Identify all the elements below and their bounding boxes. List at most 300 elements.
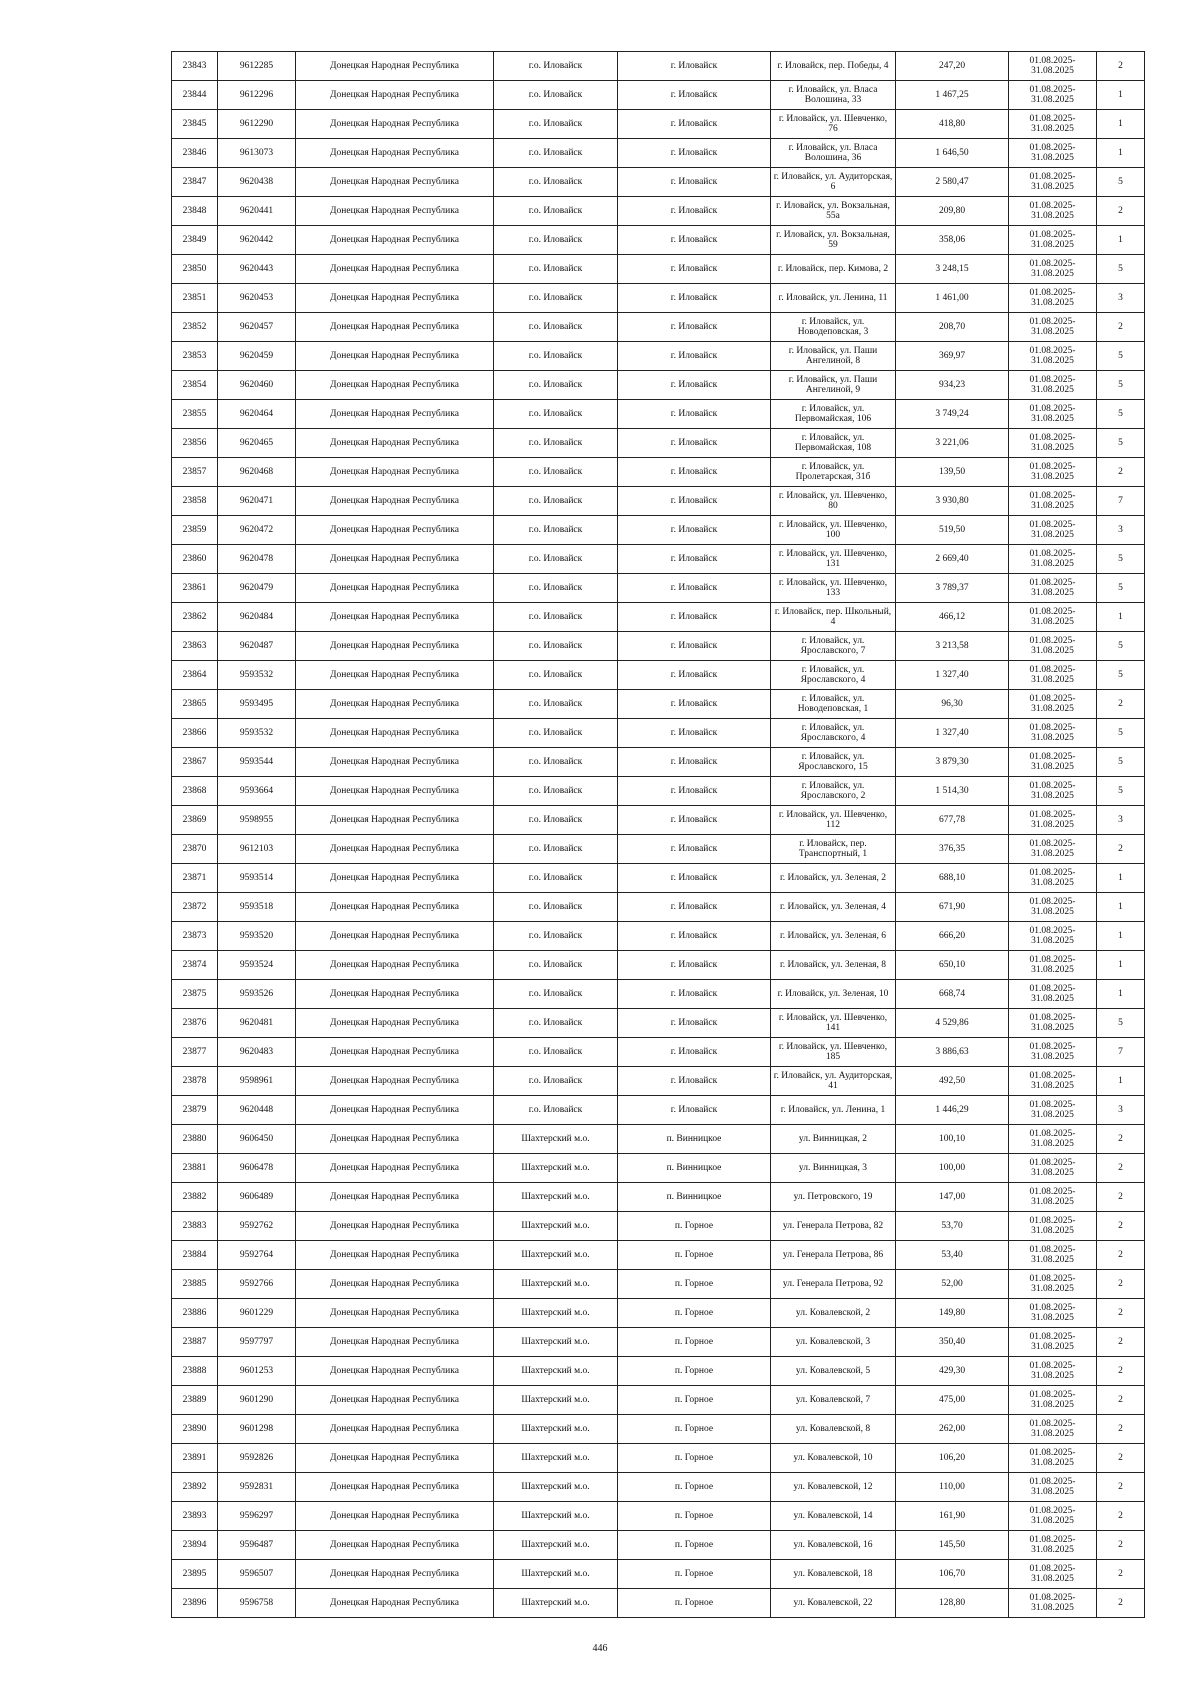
cell-period: 01.08.2025-31.08.2025 [1009, 197, 1097, 226]
cell-area: 100,10 [896, 1125, 1009, 1154]
cell-region: Донецкая Народная Республика [296, 661, 494, 690]
cell-address: г. Иловайск, пер. Школьный, 4 [771, 603, 896, 632]
cell-row-number: 23879 [172, 1096, 218, 1125]
cell-address: ул. Ковалевской, 16 [771, 1531, 896, 1560]
table-row [172, 1473, 1145, 1502]
cell-region: Донецкая Народная Республика [296, 1299, 494, 1328]
cell-period: 01.08.2025-31.08.2025 [1009, 255, 1097, 284]
cell-region: Донецкая Народная Республика [296, 255, 494, 284]
cell-object-id: 9593524 [218, 951, 296, 980]
cell-area: 247,20 [896, 52, 1009, 81]
cell-settlement: п. Горное [618, 1502, 771, 1531]
cell-object-id: 9613073 [218, 139, 296, 168]
cell-count: 2 [1097, 1357, 1145, 1386]
cell-object-id: 9620459 [218, 342, 296, 371]
cell-settlement: г. Иловайск [618, 1067, 771, 1096]
table-row [172, 1531, 1145, 1560]
table-row [172, 197, 1145, 226]
cell-period: 01.08.2025-31.08.2025 [1009, 603, 1097, 632]
cell-count: 1 [1097, 951, 1145, 980]
cell-region: Донецкая Народная Республика [296, 1531, 494, 1560]
cell-region: Донецкая Народная Республика [296, 603, 494, 632]
cell-object-id: 9596758 [218, 1589, 296, 1618]
cell-count: 5 [1097, 1009, 1145, 1038]
cell-row-number: 23848 [172, 197, 218, 226]
cell-municipality: Шахтерский м.о. [494, 1154, 618, 1183]
cell-region: Донецкая Народная Республика [296, 545, 494, 574]
table-row [172, 1154, 1145, 1183]
cell-row-number: 23843 [172, 52, 218, 81]
cell-region: Донецкая Народная Республика [296, 1386, 494, 1415]
cell-settlement: г. Иловайск [618, 284, 771, 313]
cell-settlement: п. Горное [618, 1241, 771, 1270]
cell-settlement: г. Иловайск [618, 313, 771, 342]
table-row [172, 777, 1145, 806]
cell-period: 01.08.2025-31.08.2025 [1009, 1212, 1097, 1241]
cell-count: 7 [1097, 1038, 1145, 1067]
cell-municipality: г.о. Иловайск [494, 603, 618, 632]
cell-row-number: 23863 [172, 632, 218, 661]
cell-row-number: 23854 [172, 371, 218, 400]
cell-row-number: 23847 [172, 168, 218, 197]
cell-period: 01.08.2025-31.08.2025 [1009, 1502, 1097, 1531]
cell-address: г. Иловайск, ул. Вокзальная, 59 [771, 226, 896, 255]
table-row [172, 313, 1145, 342]
cell-period: 01.08.2025-31.08.2025 [1009, 574, 1097, 603]
cell-municipality: г.о. Иловайск [494, 226, 618, 255]
cell-settlement: г. Иловайск [618, 429, 771, 458]
cell-count: 2 [1097, 1589, 1145, 1618]
cell-settlement: г. Иловайск [618, 400, 771, 429]
cell-row-number: 23861 [172, 574, 218, 603]
cell-settlement: п. Горное [618, 1386, 771, 1415]
cell-address: ул. Ковалевской, 18 [771, 1560, 896, 1589]
cell-region: Донецкая Народная Республика [296, 110, 494, 139]
cell-address: г. Иловайск, ул. Шевченко, 76 [771, 110, 896, 139]
cell-region: Донецкая Народная Республика [296, 1154, 494, 1183]
cell-settlement: г. Иловайск [618, 545, 771, 574]
cell-object-id: 9620478 [218, 545, 296, 574]
cell-settlement: г. Иловайск [618, 516, 771, 545]
cell-period: 01.08.2025-31.08.2025 [1009, 1125, 1097, 1154]
cell-object-id: 9593526 [218, 980, 296, 1009]
cell-region: Донецкая Народная Республика [296, 1560, 494, 1589]
cell-period: 01.08.2025-31.08.2025 [1009, 81, 1097, 110]
cell-row-number: 23874 [172, 951, 218, 980]
cell-object-id: 9620479 [218, 574, 296, 603]
cell-municipality: г.о. Иловайск [494, 487, 618, 516]
cell-settlement: г. Иловайск [618, 864, 771, 893]
cell-count: 2 [1097, 52, 1145, 81]
cell-municipality: Шахтерский м.о. [494, 1212, 618, 1241]
cell-row-number: 23890 [172, 1415, 218, 1444]
cell-address: г. Иловайск, ул. Ярославского, 7 [771, 632, 896, 661]
cell-area: 53,70 [896, 1212, 1009, 1241]
cell-period: 01.08.2025-31.08.2025 [1009, 1560, 1097, 1589]
table-row [172, 1212, 1145, 1241]
cell-object-id: 9598961 [218, 1067, 296, 1096]
cell-row-number: 23867 [172, 748, 218, 777]
cell-object-id: 9606489 [218, 1183, 296, 1212]
cell-settlement: г. Иловайск [618, 574, 771, 603]
cell-object-id: 9620453 [218, 284, 296, 313]
cell-region: Донецкая Народная Республика [296, 1473, 494, 1502]
cell-row-number: 23857 [172, 458, 218, 487]
cell-area: 1 446,29 [896, 1096, 1009, 1125]
cell-area: 96,30 [896, 690, 1009, 719]
cell-area: 1 327,40 [896, 661, 1009, 690]
cell-row-number: 23860 [172, 545, 218, 574]
cell-row-number: 23871 [172, 864, 218, 893]
table-row [172, 429, 1145, 458]
cell-row-number: 23851 [172, 284, 218, 313]
cell-region: Донецкая Народная Республика [296, 429, 494, 458]
cell-period: 01.08.2025-31.08.2025 [1009, 516, 1097, 545]
cell-region: Донецкая Народная Республика [296, 516, 494, 545]
cell-region: Донецкая Народная Республика [296, 1038, 494, 1067]
cell-address: г. Иловайск, ул. Зеленая, 6 [771, 922, 896, 951]
table-row [172, 81, 1145, 110]
cell-row-number: 23895 [172, 1560, 218, 1589]
cell-row-number: 23880 [172, 1125, 218, 1154]
table-row [172, 1502, 1145, 1531]
table-row [172, 1241, 1145, 1270]
cell-area: 3 789,37 [896, 574, 1009, 603]
cell-area: 145,50 [896, 1531, 1009, 1560]
cell-count: 5 [1097, 168, 1145, 197]
cell-region: Донецкая Народная Республика [296, 1125, 494, 1154]
table-row [172, 574, 1145, 603]
cell-region: Донецкая Народная Республика [296, 1328, 494, 1357]
cell-settlement: г. Иловайск [618, 1038, 771, 1067]
cell-area: 1 514,30 [896, 777, 1009, 806]
cell-count: 5 [1097, 371, 1145, 400]
table-row [172, 1270, 1145, 1299]
cell-row-number: 23845 [172, 110, 218, 139]
table-row [172, 1299, 1145, 1328]
cell-period: 01.08.2025-31.08.2025 [1009, 690, 1097, 719]
cell-period: 01.08.2025-31.08.2025 [1009, 400, 1097, 429]
table-row [172, 458, 1145, 487]
cell-region: Донецкая Народная Республика [296, 284, 494, 313]
cell-municipality: г.о. Иловайск [494, 1038, 618, 1067]
table-row [172, 139, 1145, 168]
cell-period: 01.08.2025-31.08.2025 [1009, 1154, 1097, 1183]
cell-period: 01.08.2025-31.08.2025 [1009, 922, 1097, 951]
cell-period: 01.08.2025-31.08.2025 [1009, 951, 1097, 980]
cell-period: 01.08.2025-31.08.2025 [1009, 632, 1097, 661]
cell-row-number: 23868 [172, 777, 218, 806]
cell-object-id: 9596507 [218, 1560, 296, 1589]
cell-object-id: 9593520 [218, 922, 296, 951]
cell-area: 350,40 [896, 1328, 1009, 1357]
cell-row-number: 23893 [172, 1502, 218, 1531]
cell-object-id: 9601298 [218, 1415, 296, 1444]
cell-address: г. Иловайск, ул. Ярославского, 15 [771, 748, 896, 777]
cell-count: 3 [1097, 516, 1145, 545]
cell-count: 1 [1097, 110, 1145, 139]
cell-settlement: г. Иловайск [618, 748, 771, 777]
cell-settlement: п. Горное [618, 1444, 771, 1473]
cell-region: Донецкая Народная Республика [296, 458, 494, 487]
cell-area: 688,10 [896, 864, 1009, 893]
cell-settlement: г. Иловайск [618, 52, 771, 81]
cell-municipality: г.о. Иловайск [494, 835, 618, 864]
cell-region: Донецкая Народная Республика [296, 632, 494, 661]
cell-settlement: п. Горное [618, 1473, 771, 1502]
cell-settlement: г. Иловайск [618, 922, 771, 951]
cell-address: г. Иловайск, ул. Власа Волошина, 36 [771, 139, 896, 168]
cell-municipality: г.о. Иловайск [494, 864, 618, 893]
cell-period: 01.08.2025-31.08.2025 [1009, 748, 1097, 777]
cell-address: г. Иловайск, ул. Шевченко, 112 [771, 806, 896, 835]
cell-area: 147,00 [896, 1183, 1009, 1212]
cell-municipality: г.о. Иловайск [494, 545, 618, 574]
table-row [172, 603, 1145, 632]
cell-object-id: 9620443 [218, 255, 296, 284]
cell-period: 01.08.2025-31.08.2025 [1009, 226, 1097, 255]
cell-object-id: 9597797 [218, 1328, 296, 1357]
cell-count: 5 [1097, 632, 1145, 661]
cell-settlement: г. Иловайск [618, 487, 771, 516]
table-row [172, 1125, 1145, 1154]
cell-object-id: 9593544 [218, 748, 296, 777]
cell-settlement: п. Горное [618, 1212, 771, 1241]
cell-municipality: Шахтерский м.о. [494, 1560, 618, 1589]
cell-object-id: 9620460 [218, 371, 296, 400]
cell-region: Донецкая Народная Республика [296, 1270, 494, 1299]
cell-row-number: 23869 [172, 806, 218, 835]
cell-count: 2 [1097, 197, 1145, 226]
cell-count: 5 [1097, 342, 1145, 371]
cell-settlement: г. Иловайск [618, 255, 771, 284]
cell-object-id: 9596297 [218, 1502, 296, 1531]
cell-address: г. Иловайск, ул. Вокзальная, 55а [771, 197, 896, 226]
cell-count: 5 [1097, 661, 1145, 690]
cell-count: 1 [1097, 893, 1145, 922]
cell-region: Донецкая Народная Республика [296, 1067, 494, 1096]
cell-area: 668,74 [896, 980, 1009, 1009]
cell-area: 100,00 [896, 1154, 1009, 1183]
cell-row-number: 23856 [172, 429, 218, 458]
cell-address: г. Иловайск, ул. Паши Ангелиной, 8 [771, 342, 896, 371]
cell-region: Донецкая Народная Республика [296, 690, 494, 719]
cell-settlement: г. Иловайск [618, 835, 771, 864]
cell-municipality: Шахтерский м.о. [494, 1531, 618, 1560]
cell-object-id: 9620487 [218, 632, 296, 661]
cell-region: Донецкая Народная Республика [296, 313, 494, 342]
cell-period: 01.08.2025-31.08.2025 [1009, 1589, 1097, 1618]
cell-address: ул. Винницкая, 3 [771, 1154, 896, 1183]
cell-count: 3 [1097, 806, 1145, 835]
cell-address: г. Иловайск, ул. Зеленая, 10 [771, 980, 896, 1009]
cell-object-id: 9620448 [218, 1096, 296, 1125]
cell-period: 01.08.2025-31.08.2025 [1009, 864, 1097, 893]
cell-address: г. Иловайск, ул. Аудиторская, 41 [771, 1067, 896, 1096]
cell-address: ул. Ковалевской, 22 [771, 1589, 896, 1618]
cell-count: 2 [1097, 1125, 1145, 1154]
cell-municipality: г.о. Иловайск [494, 400, 618, 429]
cell-area: 677,78 [896, 806, 1009, 835]
cell-period: 01.08.2025-31.08.2025 [1009, 980, 1097, 1009]
cell-region: Донецкая Народная Республика [296, 1589, 494, 1618]
cell-object-id: 9592762 [218, 1212, 296, 1241]
cell-period: 01.08.2025-31.08.2025 [1009, 487, 1097, 516]
cell-address: ул. Петровского, 19 [771, 1183, 896, 1212]
cell-period: 01.08.2025-31.08.2025 [1009, 806, 1097, 835]
cell-object-id: 9620441 [218, 197, 296, 226]
table-row [172, 1038, 1145, 1067]
cell-area: 110,00 [896, 1473, 1009, 1502]
cell-area: 128,80 [896, 1589, 1009, 1618]
cell-address: г. Иловайск, ул. Первомайская, 106 [771, 400, 896, 429]
cell-settlement: п. Горное [618, 1531, 771, 1560]
cell-address: ул. Генерала Петрова, 86 [771, 1241, 896, 1270]
cell-area: 3 879,30 [896, 748, 1009, 777]
cell-settlement: г. Иловайск [618, 893, 771, 922]
cell-row-number: 23877 [172, 1038, 218, 1067]
cell-area: 358,06 [896, 226, 1009, 255]
cell-region: Донецкая Народная Республика [296, 1183, 494, 1212]
cell-area: 376,35 [896, 835, 1009, 864]
cell-period: 01.08.2025-31.08.2025 [1009, 313, 1097, 342]
cell-region: Донецкая Народная Республика [296, 168, 494, 197]
cell-count: 5 [1097, 719, 1145, 748]
table-row [172, 1589, 1145, 1618]
cell-object-id: 9593532 [218, 661, 296, 690]
cell-settlement: г. Иловайск [618, 1009, 771, 1038]
cell-region: Донецкая Народная Республика [296, 980, 494, 1009]
cell-object-id: 9592826 [218, 1444, 296, 1473]
cell-address: г. Иловайск, ул. Ленина, 11 [771, 284, 896, 313]
cell-settlement: г. Иловайск [618, 458, 771, 487]
cell-municipality: Шахтерский м.о. [494, 1415, 618, 1444]
cell-settlement: г. Иловайск [618, 226, 771, 255]
cell-row-number: 23887 [172, 1328, 218, 1357]
cell-address: г. Иловайск, ул. Ярославского, 2 [771, 777, 896, 806]
cell-period: 01.08.2025-31.08.2025 [1009, 1415, 1097, 1444]
cell-address: г. Иловайск, ул. Новодеповская, 3 [771, 313, 896, 342]
cell-count: 2 [1097, 1444, 1145, 1473]
cell-settlement: п. Горное [618, 1299, 771, 1328]
cell-row-number: 23876 [172, 1009, 218, 1038]
cell-municipality: г.о. Иловайск [494, 661, 618, 690]
table-row [172, 690, 1145, 719]
cell-settlement: г. Иловайск [618, 980, 771, 1009]
cell-period: 01.08.2025-31.08.2025 [1009, 1183, 1097, 1212]
cell-region: Донецкая Народная Республика [296, 1415, 494, 1444]
cell-object-id: 9612290 [218, 110, 296, 139]
cell-count: 2 [1097, 1531, 1145, 1560]
cell-period: 01.08.2025-31.08.2025 [1009, 1009, 1097, 1038]
cell-count: 2 [1097, 313, 1145, 342]
cell-address: г. Иловайск, пер. Транспортный, 1 [771, 835, 896, 864]
table-row [172, 806, 1145, 835]
cell-settlement: п. Горное [618, 1415, 771, 1444]
cell-period: 01.08.2025-31.08.2025 [1009, 1531, 1097, 1560]
cell-period: 01.08.2025-31.08.2025 [1009, 1473, 1097, 1502]
cell-region: Донецкая Народная Республика [296, 777, 494, 806]
cell-count: 1 [1097, 81, 1145, 110]
cell-count: 5 [1097, 777, 1145, 806]
cell-count: 2 [1097, 458, 1145, 487]
cell-period: 01.08.2025-31.08.2025 [1009, 1096, 1097, 1125]
cell-period: 01.08.2025-31.08.2025 [1009, 545, 1097, 574]
table-row [172, 1357, 1145, 1386]
cell-settlement: г. Иловайск [618, 81, 771, 110]
cell-settlement: г. Иловайск [618, 661, 771, 690]
table-row [172, 255, 1145, 284]
cell-settlement: г. Иловайск [618, 951, 771, 980]
table-row [172, 487, 1145, 516]
cell-period: 01.08.2025-31.08.2025 [1009, 1357, 1097, 1386]
cell-row-number: 23878 [172, 1067, 218, 1096]
table-row [172, 545, 1145, 574]
cell-row-number: 23889 [172, 1386, 218, 1415]
cell-municipality: г.о. Иловайск [494, 719, 618, 748]
cell-count: 3 [1097, 284, 1145, 313]
cell-municipality: г.о. Иловайск [494, 893, 618, 922]
cell-object-id: 9620484 [218, 603, 296, 632]
cell-settlement: г. Иловайск [618, 777, 771, 806]
cell-municipality: Шахтерский м.о. [494, 1125, 618, 1154]
cell-area: 139,50 [896, 458, 1009, 487]
cell-region: Донецкая Народная Республика [296, 1009, 494, 1038]
cell-object-id: 9596487 [218, 1531, 296, 1560]
table-row [172, 1183, 1145, 1212]
cell-settlement: г. Иловайск [618, 603, 771, 632]
cell-region: Донецкая Народная Республика [296, 81, 494, 110]
cell-object-id: 9601290 [218, 1386, 296, 1415]
cell-region: Донецкая Народная Республика [296, 487, 494, 516]
cell-area: 934,23 [896, 371, 1009, 400]
cell-area: 1 646,50 [896, 139, 1009, 168]
cell-settlement: г. Иловайск [618, 719, 771, 748]
cell-region: Донецкая Народная Республика [296, 1241, 494, 1270]
cell-region: Донецкая Народная Республика [296, 574, 494, 603]
cell-address: ул. Ковалевской, 10 [771, 1444, 896, 1473]
cell-period: 01.08.2025-31.08.2025 [1009, 777, 1097, 806]
cell-count: 7 [1097, 487, 1145, 516]
cell-area: 3 749,24 [896, 400, 1009, 429]
cell-municipality: г.о. Иловайск [494, 255, 618, 284]
cell-area: 418,80 [896, 110, 1009, 139]
cell-address: г. Иловайск, ул. Зеленая, 4 [771, 893, 896, 922]
cell-row-number: 23896 [172, 1589, 218, 1618]
cell-period: 01.08.2025-31.08.2025 [1009, 458, 1097, 487]
cell-address: г. Иловайск, ул. Шевченко, 133 [771, 574, 896, 603]
cell-area: 149,80 [896, 1299, 1009, 1328]
cell-row-number: 23858 [172, 487, 218, 516]
table-row [172, 1009, 1145, 1038]
cell-object-id: 9592831 [218, 1473, 296, 1502]
cell-row-number: 23882 [172, 1183, 218, 1212]
cell-municipality: г.о. Иловайск [494, 371, 618, 400]
cell-municipality: г.о. Иловайск [494, 1067, 618, 1096]
cell-object-id: 9620471 [218, 487, 296, 516]
cell-settlement: п. Горное [618, 1357, 771, 1386]
cell-region: Донецкая Народная Республика [296, 139, 494, 168]
cell-area: 106,70 [896, 1560, 1009, 1589]
cell-address: г. Иловайск, ул. Зеленая, 2 [771, 864, 896, 893]
cell-area: 3 248,15 [896, 255, 1009, 284]
cell-address: г. Иловайск, ул. Ярославского, 4 [771, 719, 896, 748]
cell-row-number: 23872 [172, 893, 218, 922]
cell-municipality: Шахтерский м.о. [494, 1328, 618, 1357]
cell-municipality: г.о. Иловайск [494, 313, 618, 342]
cell-row-number: 23855 [172, 400, 218, 429]
cell-region: Донецкая Народная Республика [296, 1212, 494, 1241]
